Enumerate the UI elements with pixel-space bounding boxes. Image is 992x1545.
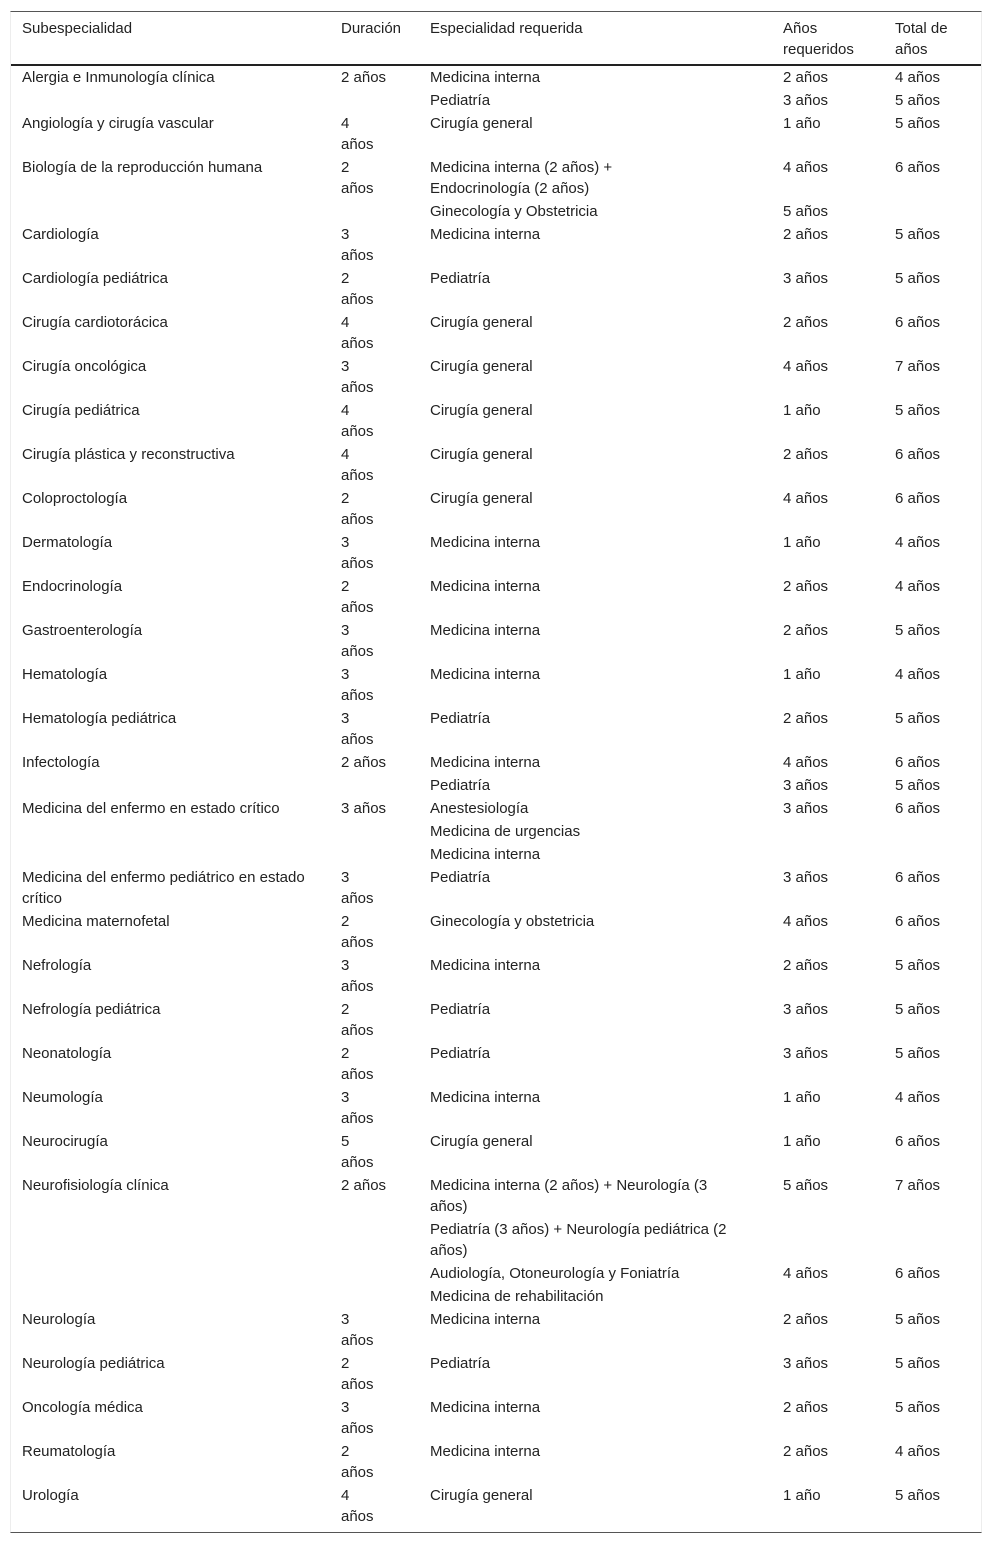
cell-duracion: 2 años (341, 913, 374, 951)
cell-duracion: 3 años (341, 800, 387, 817)
cell-subespecialidad: Neurología pediátrica (22, 1355, 165, 1372)
cell-especialidad-requerida: Cirugía general (430, 1487, 533, 1504)
cell-duracion: 3 años (341, 1399, 374, 1437)
cell-especialidad-requerida: Medicina interna (430, 69, 541, 86)
cell-especialidad-requerida: Audiología, Otoneurología y Foniatría (430, 1265, 680, 1282)
cell-anos-requeridos: 4 años (783, 159, 829, 176)
cell-total-anos: 4 años (895, 1443, 941, 1460)
cell-total-anos: 5 años (895, 226, 941, 243)
cell-subespecialidad: Oncología médica (22, 1399, 143, 1416)
cell-total-anos: 5 años (895, 1399, 941, 1416)
column-header: Subespecialidad (22, 20, 133, 37)
cell-subespecialidad: Cirugía pediátrica (22, 402, 140, 419)
cell-total-anos: 5 años (895, 777, 941, 794)
cell-total-anos: 6 años (895, 314, 941, 331)
cell-total-anos: 6 años (895, 159, 941, 176)
cell-especialidad-requerida: Ginecología y Obstetricia (430, 203, 598, 220)
cell-total-anos: 5 años (895, 1487, 941, 1504)
cell-especialidad-requerida: Pediatría (430, 710, 491, 727)
cell-total-anos: 6 años (895, 1133, 941, 1150)
cell-anos-requeridos: 4 años (783, 754, 829, 771)
cell-anos-requeridos: 2 años (783, 578, 829, 595)
table-header (11, 12, 981, 66)
cell-subespecialidad: Dermatología (22, 534, 113, 551)
cell-especialidad-requerida: Medicina interna (430, 666, 541, 683)
cell-total-anos: 5 años (895, 622, 941, 639)
cell-total-anos: 6 años (895, 490, 941, 507)
cell-anos-requeridos: 4 años (783, 490, 829, 507)
cell-especialidad-requerida: Cirugía general (430, 115, 533, 132)
cell-especialidad-requerida: Medicina de urgencias (430, 823, 581, 840)
cell-anos-requeridos: 3 años (783, 869, 829, 886)
cell-anos-requeridos: 3 años (783, 777, 829, 794)
cell-total-anos: 4 años (895, 534, 941, 551)
cell-especialidad-requerida: Cirugía general (430, 358, 533, 375)
cell-subespecialidad: Neurología (22, 1311, 96, 1328)
cell-duracion: 3 años (341, 1089, 374, 1127)
cell-especialidad-requerida: Medicina interna (430, 754, 541, 771)
cell-duracion: 3 años (341, 358, 374, 396)
cell-anos-requeridos: 1 año (783, 666, 821, 683)
cell-anos-requeridos: 3 años (783, 1001, 829, 1018)
cell-duracion: 3 años (341, 869, 374, 907)
cell-especialidad-requerida: Medicina interna (430, 534, 541, 551)
cell-anos-requeridos: 2 años (783, 446, 829, 463)
cell-anos-requeridos: 2 años (783, 314, 829, 331)
cell-subespecialidad: Infectología (22, 754, 100, 771)
column-header: Total de años (895, 20, 948, 58)
cell-duracion: 4 años (341, 402, 374, 440)
cell-subespecialidad: Alergia e Inmunología clínica (22, 69, 215, 86)
cell-duracion: 2 años (341, 1177, 387, 1194)
cell-subespecialidad: Reumatología (22, 1443, 116, 1460)
cell-duracion: 3 años (341, 534, 374, 572)
cell-subespecialidad: Hematología (22, 666, 108, 683)
cell-anos-requeridos: 1 año (783, 534, 821, 551)
cell-total-anos: 5 años (895, 1311, 941, 1328)
column-header: Especialidad requerida (430, 20, 583, 37)
cell-duracion: 2 años (341, 1443, 374, 1481)
cell-anos-requeridos: 3 años (783, 92, 829, 109)
cell-subespecialidad: Medicina del enfermo pediátrico en estado crítico (22, 869, 305, 907)
cell-especialidad-requerida: Cirugía general (430, 1133, 533, 1150)
cell-subespecialidad: Endocrinología (22, 578, 123, 595)
cell-total-anos: 6 años (895, 446, 941, 463)
cell-anos-requeridos: 2 años (783, 1443, 829, 1460)
cell-duracion: 3 años (341, 226, 374, 264)
cell-duracion: 2 años (341, 490, 374, 528)
cell-subespecialidad: Medicina maternofetal (22, 913, 170, 930)
cell-total-anos: 5 años (895, 710, 941, 727)
cell-anos-requeridos: 2 años (783, 1311, 829, 1328)
cell-especialidad-requerida: Medicina interna (2 años) + Endocrinología (2 años) (430, 159, 613, 197)
cell-especialidad-requerida: Pediatría (430, 270, 491, 287)
cell-duracion: 2 años (341, 578, 374, 616)
cell-subespecialidad: Cirugía oncológica (22, 358, 147, 375)
cell-subespecialidad: Urología (22, 1487, 79, 1504)
cell-especialidad-requerida: Cirugía general (430, 490, 533, 507)
cell-especialidad-requerida: Pediatría (3 años) + Neurología pediátrica (2 años) (430, 1221, 727, 1259)
cell-anos-requeridos: 1 año (783, 115, 821, 132)
cell-subespecialidad: Cardiología pediátrica (22, 270, 168, 287)
cell-especialidad-requerida: Pediatría (430, 1001, 491, 1018)
cell-total-anos: 5 años (895, 957, 941, 974)
cell-total-anos: 5 años (895, 1001, 941, 1018)
cell-especialidad-requerida: Cirugía general (430, 402, 533, 419)
cell-duracion: 4 años (341, 115, 374, 153)
cell-total-anos: 5 años (895, 270, 941, 287)
cell-subespecialidad: Nefrología pediátrica (22, 1001, 161, 1018)
cell-duracion: 4 años (341, 1487, 374, 1525)
cell-especialidad-requerida: Medicina interna (430, 1089, 541, 1106)
cell-duracion: 3 años (341, 1311, 374, 1349)
cell-especialidad-requerida: Pediatría (430, 869, 491, 886)
cell-anos-requeridos: 3 años (783, 270, 829, 287)
cell-duracion: 4 años (341, 446, 374, 484)
cell-especialidad-requerida: Cirugía general (430, 314, 533, 331)
cell-total-anos: 5 años (895, 115, 941, 132)
cell-subespecialidad: Neumología (22, 1089, 103, 1106)
cell-especialidad-requerida: Medicina interna (430, 1443, 541, 1460)
specialties-table (10, 11, 982, 1533)
cell-subespecialidad: Medicina del enfermo en estado crítico (22, 800, 280, 817)
cell-duracion: 5 años (341, 1133, 374, 1171)
cell-especialidad-requerida: Pediatría (430, 92, 491, 109)
cell-total-anos: 6 años (895, 800, 941, 817)
cell-subespecialidad: Gastroenterología (22, 622, 143, 639)
cell-anos-requeridos: 4 años (783, 1265, 829, 1282)
cell-total-anos: 7 años (895, 1177, 941, 1194)
cell-especialidad-requerida: Pediatría (430, 1355, 491, 1372)
cell-subespecialidad: Neurofisiología clínica (22, 1177, 169, 1194)
cell-total-anos: 5 años (895, 1045, 941, 1062)
cell-duracion: 2 años (341, 69, 387, 86)
cell-subespecialidad: Nefrología (22, 957, 92, 974)
cell-anos-requeridos: 3 años (783, 1355, 829, 1372)
cell-anos-requeridos: 2 años (783, 957, 829, 974)
cell-especialidad-requerida: Medicina interna (430, 1311, 541, 1328)
cell-subespecialidad: Cardiología (22, 226, 99, 243)
cell-especialidad-requerida: Medicina interna (430, 578, 541, 595)
cell-anos-requeridos: 3 años (783, 800, 829, 817)
cell-duracion: 2 años (341, 1001, 374, 1039)
cell-anos-requeridos: 4 años (783, 358, 829, 375)
cell-especialidad-requerida: Cirugía general (430, 446, 533, 463)
cell-subespecialidad: Neurocirugía (22, 1133, 108, 1150)
cell-total-anos: 4 años (895, 1089, 941, 1106)
cell-total-anos: 6 años (895, 754, 941, 771)
cell-duracion: 3 años (341, 957, 374, 995)
column-header: Años requeridos (783, 20, 854, 58)
cell-anos-requeridos: 2 años (783, 622, 829, 639)
cell-anos-requeridos: 2 años (783, 710, 829, 727)
cell-anos-requeridos: 2 años (783, 69, 829, 86)
cell-total-anos: 5 años (895, 1355, 941, 1372)
cell-total-anos: 5 años (895, 402, 941, 419)
cell-especialidad-requerida: Medicina de rehabilitación (430, 1288, 604, 1305)
cell-especialidad-requerida: Medicina interna (2 años) + Neurología (3 años) (430, 1177, 708, 1215)
cell-subespecialidad: Neonatología (22, 1045, 112, 1062)
cell-anos-requeridos: 4 años (783, 913, 829, 930)
cell-duracion: 3 años (341, 622, 374, 660)
cell-total-anos: 6 años (895, 1265, 941, 1282)
cell-especialidad-requerida: Ginecología y obstetricia (430, 913, 595, 930)
cell-anos-requeridos: 1 año (783, 1089, 821, 1106)
cell-total-anos: 5 años (895, 92, 941, 109)
cell-total-anos: 7 años (895, 358, 941, 375)
cell-duracion: 2 años (341, 1045, 374, 1083)
cell-anos-requeridos: 1 año (783, 1487, 821, 1504)
cell-anos-requeridos: 5 años (783, 1177, 829, 1194)
cell-anos-requeridos: 2 años (783, 226, 829, 243)
cell-anos-requeridos: 1 año (783, 402, 821, 419)
cell-especialidad-requerida: Medicina interna (430, 1399, 541, 1416)
cell-subespecialidad: Cirugía cardiotorácica (22, 314, 168, 331)
cell-subespecialidad: Cirugía plástica y reconstructiva (22, 446, 235, 463)
cell-anos-requeridos: 1 año (783, 1133, 821, 1150)
cell-subespecialidad: Biología de la reproducción humana (22, 159, 263, 176)
column-header: Duración (341, 20, 402, 37)
cell-duracion: 2 años (341, 270, 374, 308)
cell-duracion: 2 años (341, 1355, 374, 1393)
cell-especialidad-requerida: Pediatría (430, 777, 491, 794)
cell-anos-requeridos: 2 años (783, 1399, 829, 1416)
cell-especialidad-requerida: Medicina interna (430, 622, 541, 639)
cell-anos-requeridos: 5 años (783, 203, 829, 220)
cell-duracion: 3 años (341, 666, 374, 704)
cell-duracion: 2 años (341, 754, 387, 771)
cell-subespecialidad: Hematología pediátrica (22, 710, 177, 727)
cell-total-anos: 4 años (895, 666, 941, 683)
cell-duracion: 4 años (341, 314, 374, 352)
cell-total-anos: 4 años (895, 578, 941, 595)
cell-especialidad-requerida: Medicina interna (430, 226, 541, 243)
cell-total-anos: 4 años (895, 69, 941, 86)
cell-duracion: 2 años (341, 159, 374, 197)
cell-especialidad-requerida: Pediatría (430, 1045, 491, 1062)
cell-total-anos: 6 años (895, 913, 941, 930)
cell-especialidad-requerida: Medicina interna (430, 846, 541, 863)
cell-duracion: 3 años (341, 710, 374, 748)
cell-anos-requeridos: 3 años (783, 1045, 829, 1062)
cell-subespecialidad: Coloproctología (22, 490, 128, 507)
cell-subespecialidad: Angiología y cirugía vascular (22, 115, 214, 132)
cell-total-anos: 6 años (895, 869, 941, 886)
cell-especialidad-requerida: Medicina interna (430, 957, 541, 974)
cell-especialidad-requerida: Anestesiología (430, 800, 529, 817)
